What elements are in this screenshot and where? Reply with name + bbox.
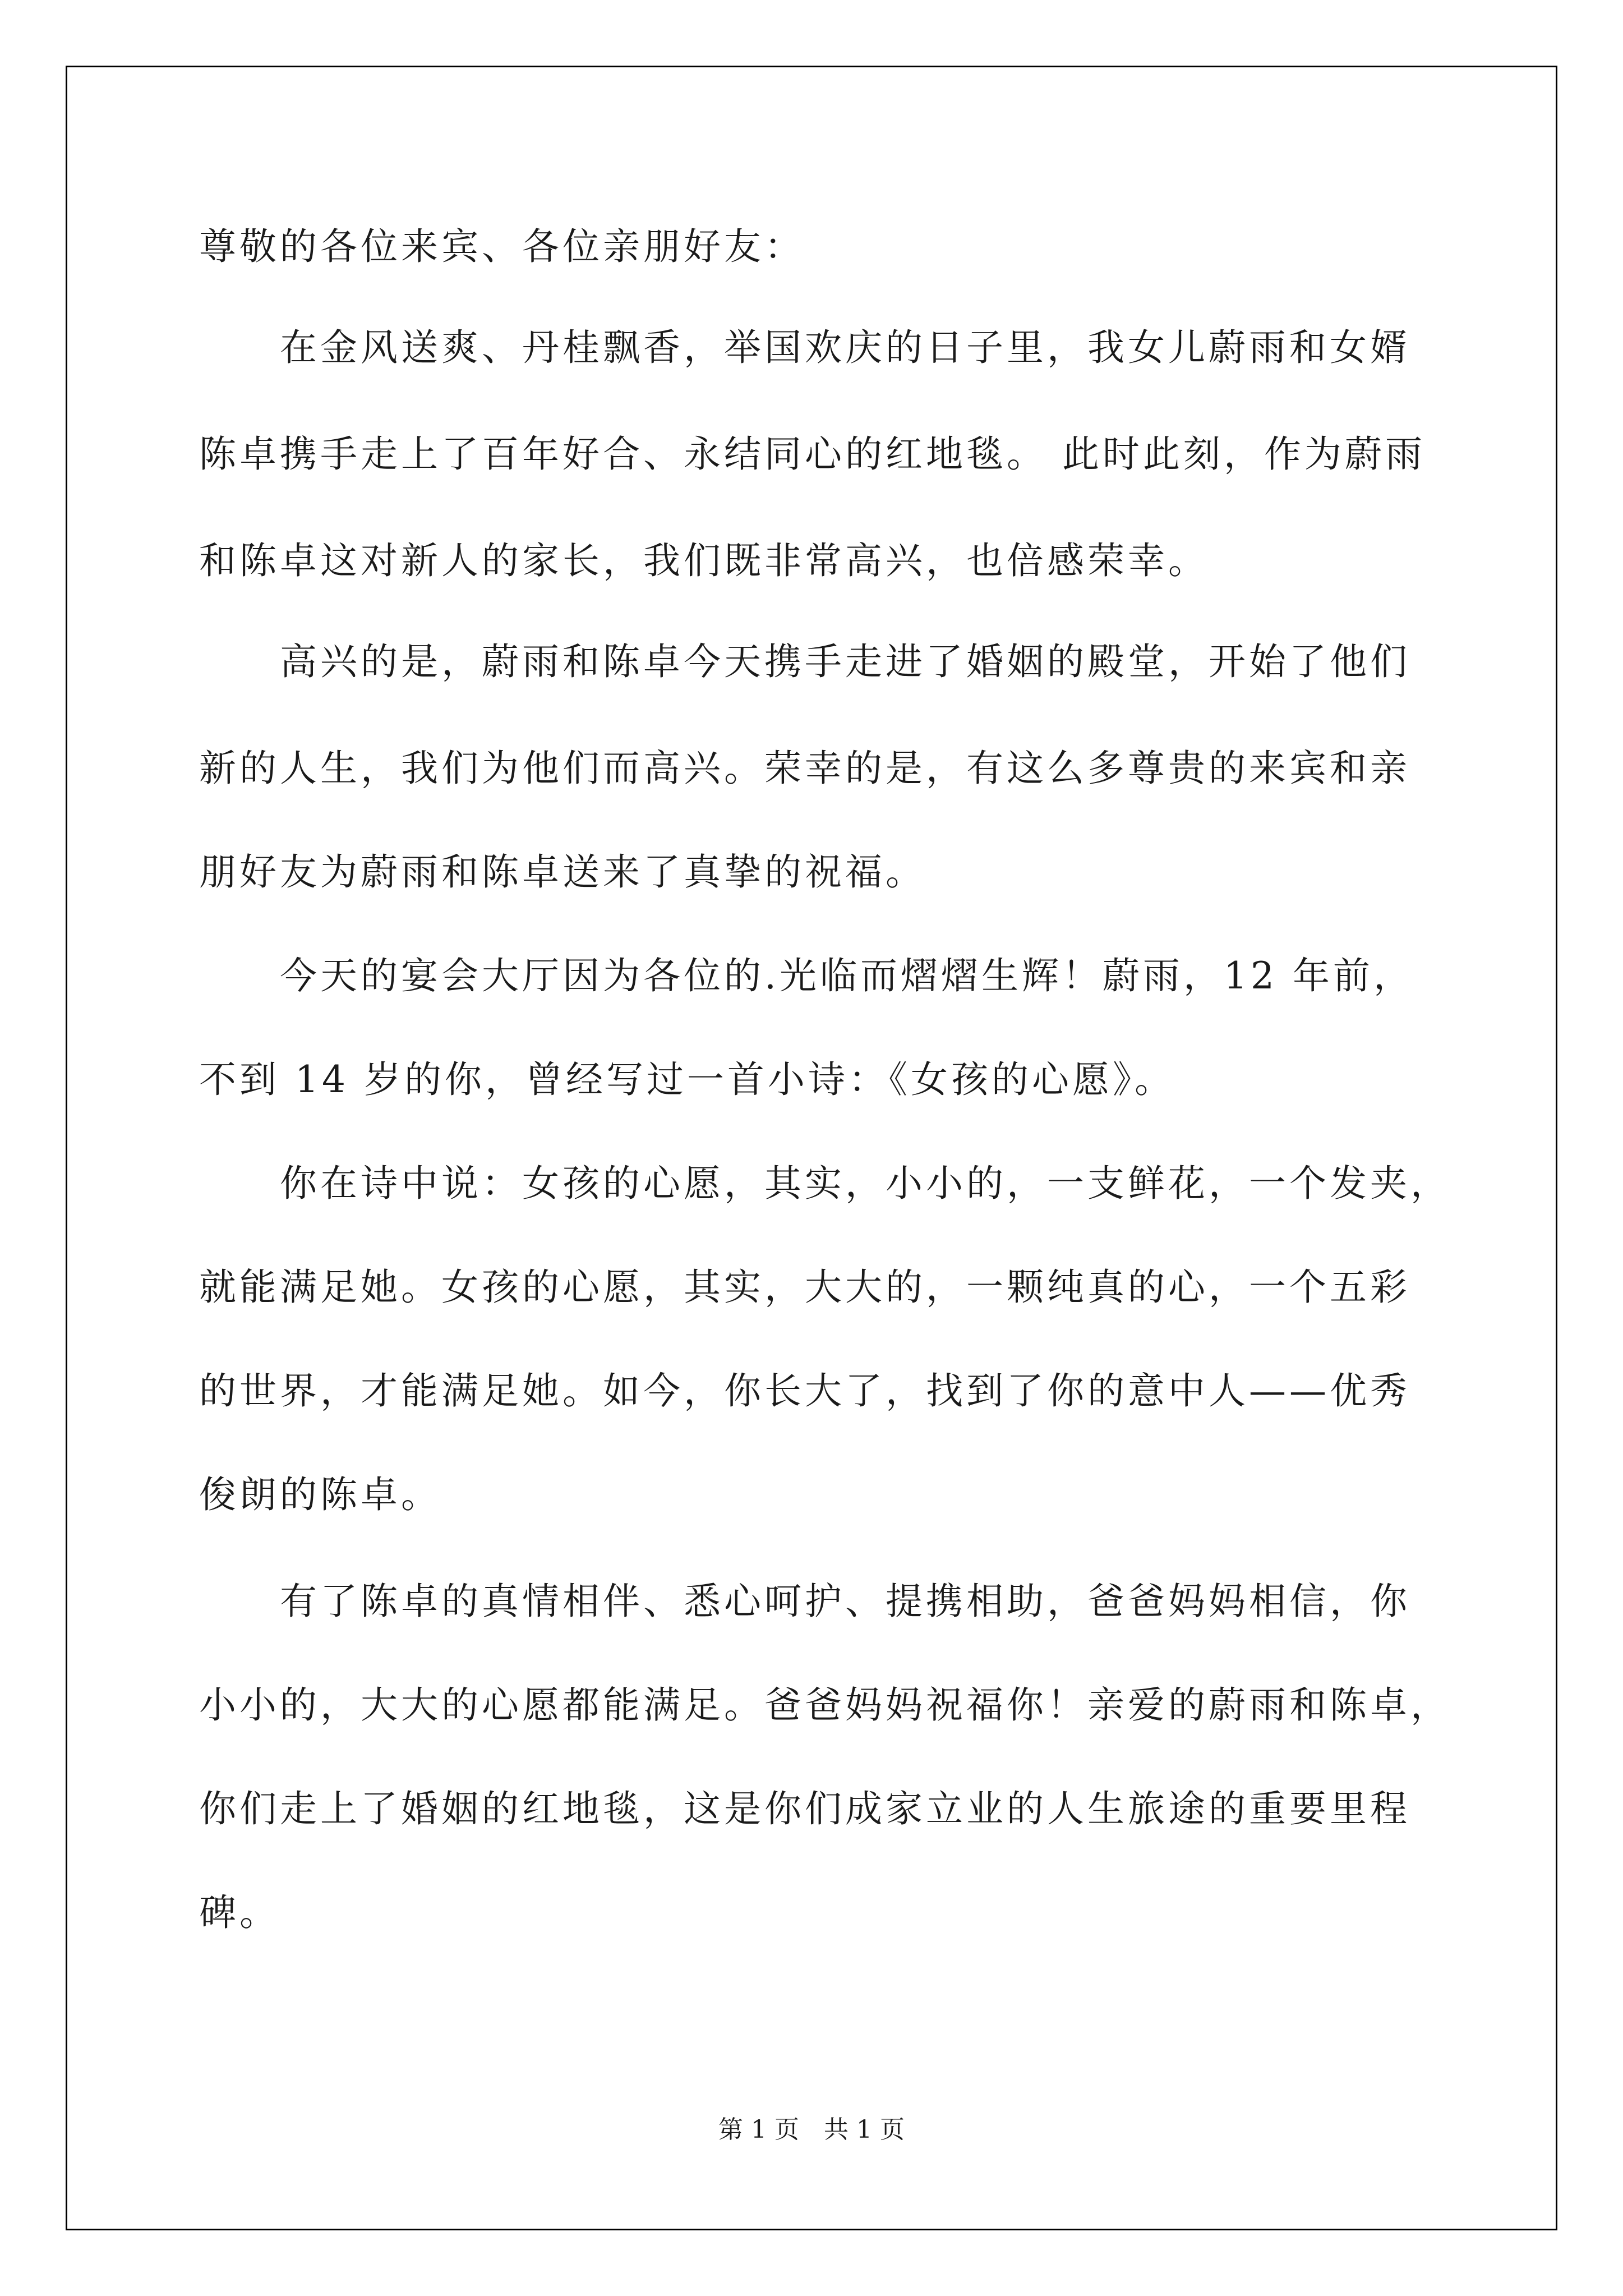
text-line: 小小的，大大的心愿都能满足。爸爸妈妈祝福你！亲爱的蔚雨和陈卓， [199,1683,1451,1727]
text-line: 有了陈卓的真情相伴、悉心呵护、提携相助，爸爸妈妈相信，你 [199,1580,1410,1623]
page-border [66,66,1557,2230]
page-number-footer: 第 1 页 共 1 页 [718,2115,905,2144]
text-line: 你们走上了婚姻的红地毯，这是你们成家立业的人生旅途的重要里程 [199,1787,1410,1830]
text-line: 俊朗的陈卓。 [199,1473,441,1516]
text-line: 今天的宴会大厅因为各位的.光临而熠熠生辉！蔚雨，12 年前， [199,954,1414,997]
text-line: 你在诗中说：女孩的心愿，其实，小小的，一支鲜花，一个发夹， [199,1162,1451,1205]
text-line: 不到 14 岁的你，曾经写过一首小诗：《女孩的心愿》。 [199,1058,1175,1101]
text-line: 尊敬的各位来宾、各位亲朋好友： [199,225,805,268]
text-line: 新的人生，我们为他们而高兴。荣幸的是，有这么多尊贵的来宾和亲 [199,747,1410,790]
text-line: 就能满足她。女孩的心愿，其实，大大的，一颗纯真的心，一个五彩 [199,1266,1410,1309]
text-line: 的世界，才能满足她。如今，你长大了，找到了你的意中人——优秀 [199,1369,1410,1412]
text-line: 碑。 [199,1891,280,1934]
text-line: 陈卓携手走上了百年好合、永结同心的红地毯。 此时此刻，作为蔚雨 [199,432,1426,476]
text-line: 高兴的是，蔚雨和陈卓今天携手走进了婚姻的殿堂，开始了他们 [199,640,1410,683]
text-line: 在金风送爽、丹桂飘香，举国欢庆的日子里，我女儿蔚雨和女婿 [199,326,1410,369]
text-line: 和陈卓这对新人的家长，我们既非常高兴，也倍感荣幸。 [199,539,1209,582]
text-line: 朋好友为蔚雨和陈卓送来了真挚的祝福。 [199,850,926,894]
